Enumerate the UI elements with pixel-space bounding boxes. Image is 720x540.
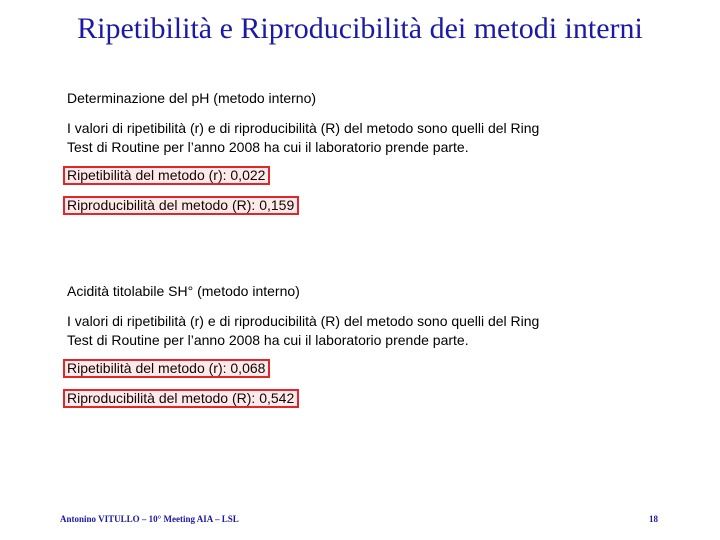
paragraph-line: Test di Routine per l’anno 2008 ha cui il laboratorio prende parte. (67, 332, 469, 348)
section-acidity (67, 282, 667, 408)
slide-title: Ripetibilità e Riproducibilità dei metodi interni (77, 12, 643, 45)
paragraph-line: I valori di ripetibilità (r) e di riproducibilità (R) del metodo sono quelli del Ring (67, 120, 540, 136)
paragraph-line: I valori di ripetibilità (r) e di riproducibilità (R) del metodo sono quelli del Ring (67, 313, 540, 329)
section-heading: Acidità titolabile SH° (metodo interno) (67, 283, 300, 299)
section-ph (67, 89, 667, 215)
reproducibility-value: Riproducibilità del metodo (R): 0,542 (67, 390, 295, 406)
section-paragraph (67, 312, 667, 350)
repeatability-value: Ripetibilità del metodo (r): 0,068 (67, 360, 266, 376)
section-paragraph (67, 119, 667, 157)
reproducibility-value: Riproducibilità del metodo (R): 0,159 (67, 197, 295, 213)
footer-author: Antonino VITULLO – 10° Meeting AIA – LSL (60, 514, 239, 524)
repeatability-value: Ripetibilità del metodo (r): 0,022 (67, 167, 266, 183)
page-number: 18 (649, 514, 658, 524)
section-heading: Determinazione del pH (metodo interno) (67, 90, 317, 106)
paragraph-line: Test di Routine per l’anno 2008 ha cui il laboratorio prende parte. (67, 139, 469, 155)
